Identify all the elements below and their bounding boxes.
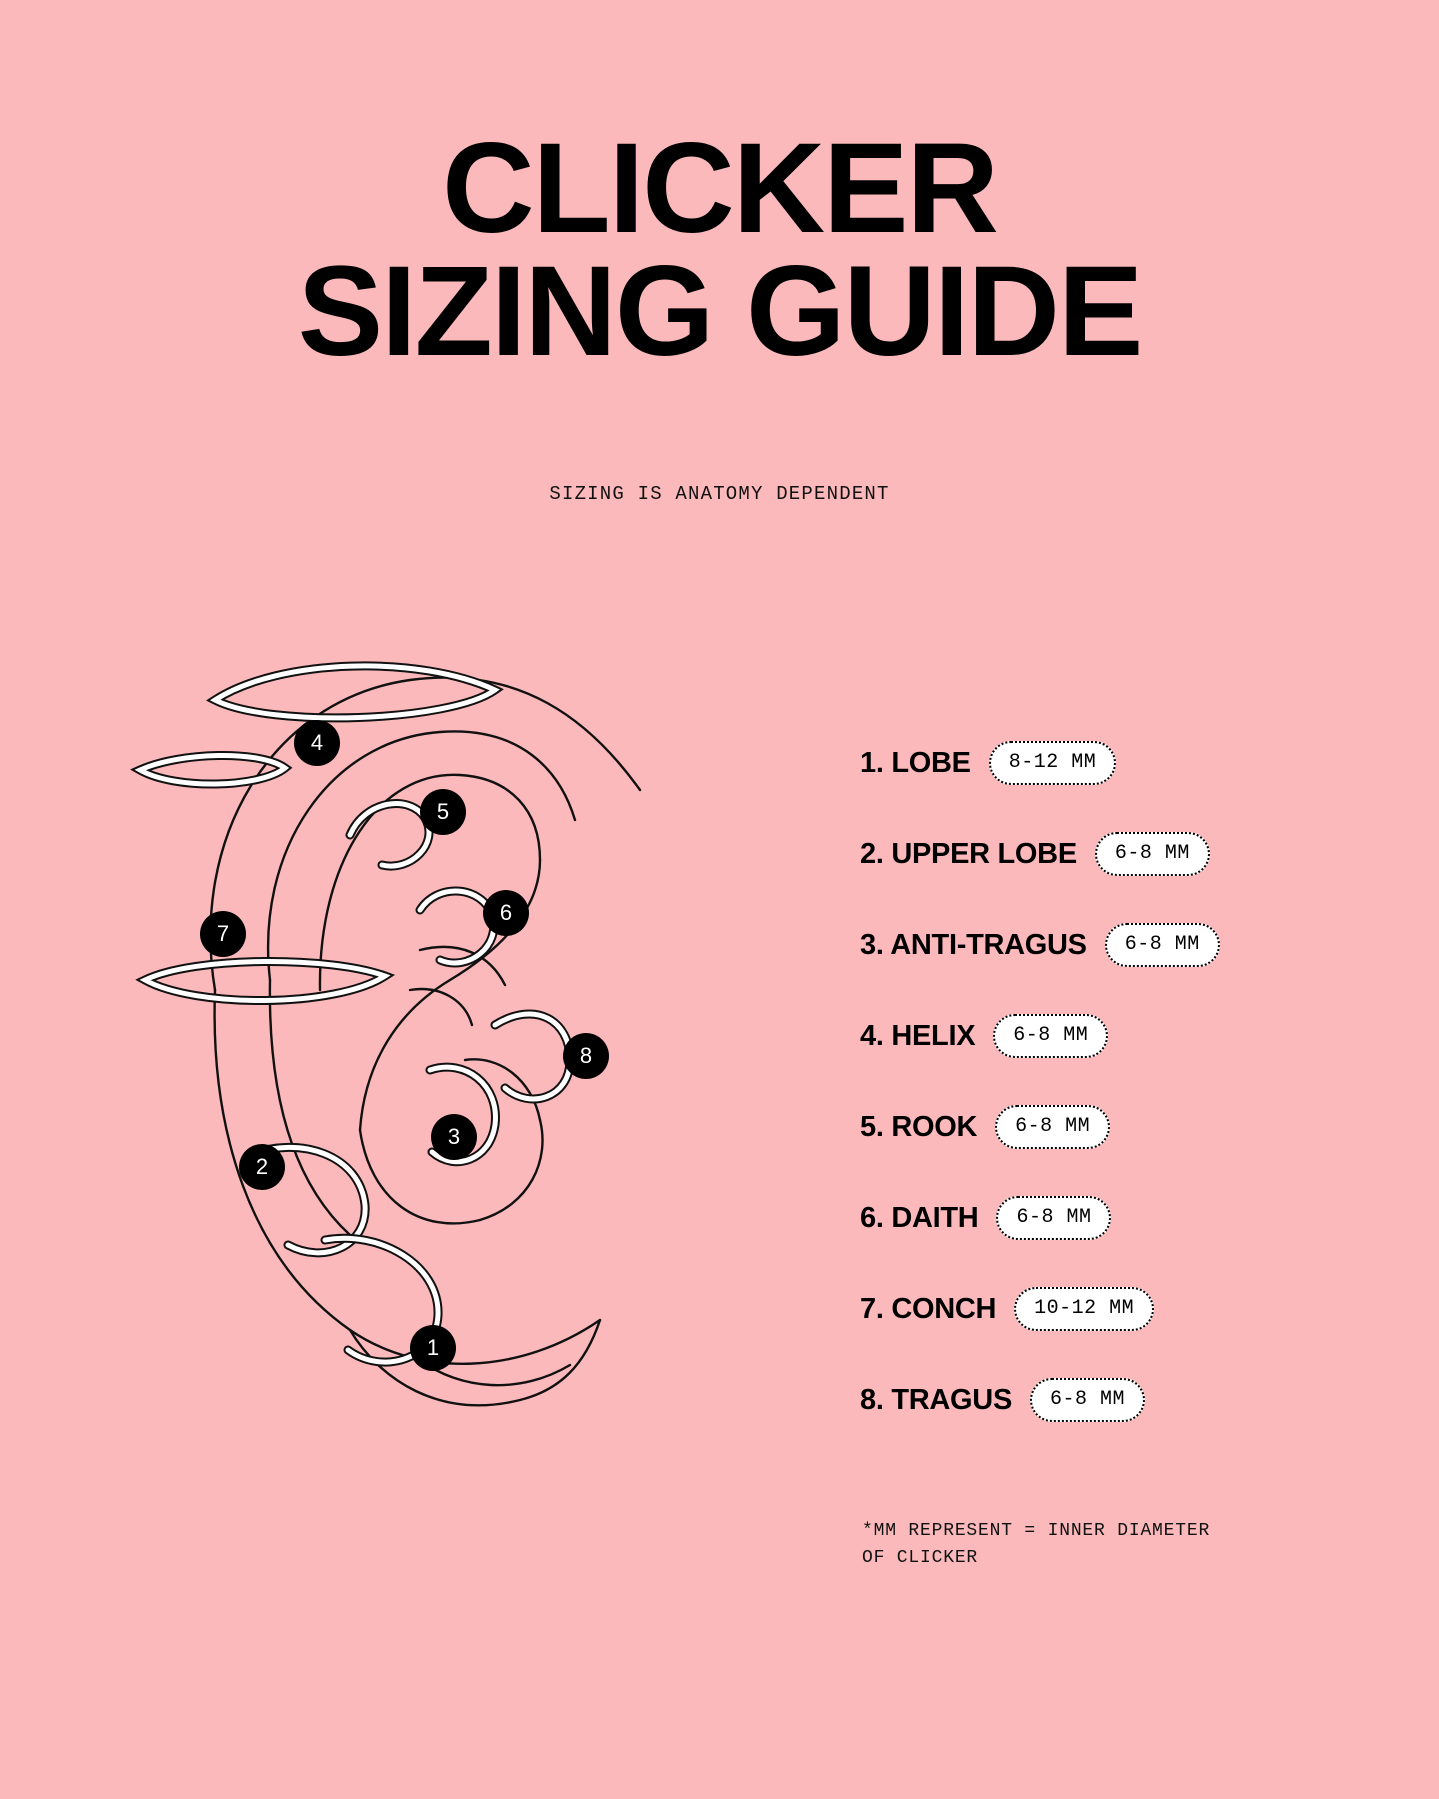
ring-helix bbox=[215, 666, 495, 718]
legend-label: 6. DAITH bbox=[860, 1201, 979, 1234]
legend-label: 8. TRAGUS bbox=[860, 1383, 1012, 1416]
legend-item-conch bbox=[860, 1281, 1380, 1337]
ring-daith bbox=[420, 891, 494, 963]
marker-6[interactable]: 6 bbox=[483, 890, 529, 936]
legend-item-upper-lobe bbox=[860, 826, 1380, 882]
size-badge: 6-8 MM bbox=[995, 1105, 1110, 1149]
ear-diagram bbox=[120, 660, 760, 1490]
title-line-2: SIZING GUIDE bbox=[297, 239, 1142, 383]
ring-helix-upper bbox=[140, 755, 285, 784]
legend-label: 5. ROOK bbox=[860, 1110, 978, 1143]
ring-conch bbox=[145, 961, 385, 1000]
legend-label: 3. ANTI-TRAGUS bbox=[860, 928, 1087, 961]
page-subtitle: SIZING IS ANATOMY DEPENDENT bbox=[549, 483, 890, 505]
title-line-1: CLICKER bbox=[442, 117, 997, 260]
legend-item-rook bbox=[860, 1099, 1380, 1155]
legend-label: 2. UPPER LOBE bbox=[860, 837, 1077, 870]
size-badge: 6-8 MM bbox=[1105, 923, 1220, 967]
legend-item-daith bbox=[860, 1190, 1380, 1246]
legend-item-lobe bbox=[860, 735, 1380, 791]
page-title bbox=[0, 117, 1439, 383]
size-badge: 8-12 MM bbox=[989, 741, 1117, 785]
size-badge: 6-8 MM bbox=[1030, 1378, 1145, 1422]
marker-5[interactable]: 5 bbox=[420, 789, 466, 835]
legend-label: 7. CONCH bbox=[860, 1292, 997, 1325]
legend-label: 1. LOBE bbox=[860, 746, 971, 779]
legend-item-tragus bbox=[860, 1372, 1380, 1428]
marker-3[interactable]: 3 bbox=[431, 1114, 477, 1160]
size-badge: 6-8 MM bbox=[996, 1196, 1111, 1240]
legend-item-anti-tragus bbox=[860, 917, 1380, 973]
size-badge: 6-8 MM bbox=[1095, 832, 1210, 876]
legend-item-helix bbox=[860, 1008, 1380, 1064]
footnote-line-1: *MM REPRESENT = INNER DIAMETER bbox=[862, 1521, 1211, 1541]
footnote bbox=[862, 1518, 1210, 1572]
ring-rook bbox=[350, 804, 429, 867]
size-badge: 10-12 MM bbox=[1014, 1287, 1154, 1331]
marker-8[interactable]: 8 bbox=[563, 1033, 609, 1079]
ring-tragus bbox=[495, 1014, 570, 1099]
legend bbox=[860, 735, 1380, 1463]
marker-4[interactable]: 4 bbox=[294, 720, 340, 766]
size-badge: 6-8 MM bbox=[993, 1014, 1108, 1058]
footnote-line-2: OF CLICKER bbox=[862, 1548, 979, 1568]
marker-2[interactable]: 2 bbox=[239, 1144, 285, 1190]
marker-1[interactable]: 1 bbox=[410, 1325, 456, 1371]
marker-7[interactable]: 7 bbox=[200, 911, 246, 957]
legend-label: 4. HELIX bbox=[860, 1019, 976, 1052]
